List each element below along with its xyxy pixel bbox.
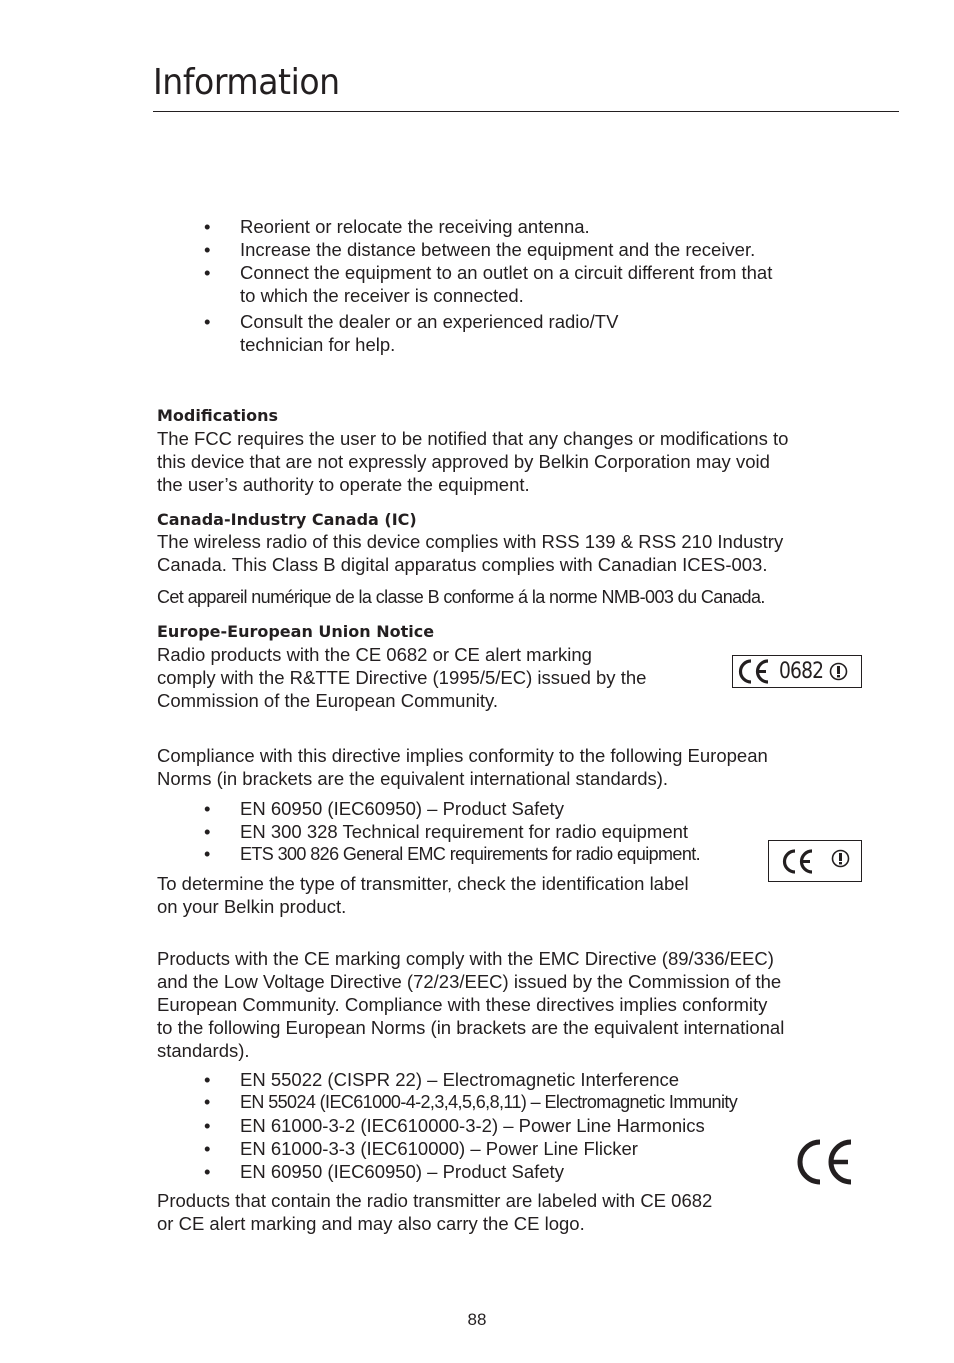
canada-heading: Canada-Industry Canada (IC)	[157, 510, 417, 529]
list-item: • EN 61000-3-3 (IEC610000) – Power Line Flicker	[204, 1138, 638, 1159]
list-item: • EN 60950 (IEC60950) – Product Safety	[204, 1161, 564, 1182]
closing-text: Products that contain the radio transmitter are labeled with CE 0682 or CE alert marking and may also carry the CE logo.	[157, 1190, 713, 1234]
list-item: • EN 300 328 Technical requirement for radio equipment	[204, 821, 689, 842]
modifications-heading: Modifications	[157, 406, 279, 425]
alert-icon	[831, 849, 850, 868]
page-number: 88	[467, 1310, 487, 1329]
ce-alert-label	[768, 840, 862, 882]
europe-heading: Europe-European Union Notice	[157, 622, 435, 641]
transmitter-text: To determine the type of transmitter, check the identification label on your Belkin product.	[157, 873, 689, 917]
canada-text: The wireless radio of this device complies with RSS 139 & RSS 210 Industry Canada. This Class B digital apparatus complies with Canadian ICES-003.	[157, 531, 784, 575]
emc-norms-list	[204, 1068, 737, 1183]
ce-logo-icon	[795, 1138, 855, 1186]
canada-french-text: Cet appareil numérique de la classe B conforme á la norme NMB-003 du Canada.	[157, 587, 765, 607]
ce-notified-body-number: 0682	[779, 659, 824, 684]
list-item: • Increase the distance between the equipment and the receiver.	[204, 239, 756, 260]
list-item: • ETS 300 826 General EMC requirements for radio equipment.	[204, 844, 701, 864]
intro-bullet-list	[204, 215, 772, 356]
list-item: • EN 61000-3-2 (IEC610000-3-2) – Power Line Harmonics	[204, 1115, 705, 1136]
europe-text: Radio products with the CE 0682 or CE alert marking comply with the R&TTE Directive (1995/5/EC) issued by the Commission of the European Community.	[157, 644, 647, 711]
modifications-text: The FCC requires the user to be notified that any changes or modifications to this device that are not expressly approved by Belkin Corporation may void the user’s authority to operate the equipment.	[157, 428, 789, 495]
list-item: • EN 60950 (IEC60950) – Product Safety	[204, 798, 564, 819]
page-title: Information	[153, 62, 340, 103]
list-item: • Consult the dealer or an experienced radio/TV technician for help.	[204, 311, 619, 355]
list-item: • EN 55022 (CISPR 22) – Electromagnetic Interference	[204, 1069, 680, 1090]
european-norms-list	[204, 797, 700, 866]
compliance-text: Compliance with this directive implies conformity to the following European Norms (in brackets are the equivalent international standards).	[157, 745, 768, 789]
emc-text: Products with the CE marking comply with the EMC Directive (89/336/EEC) and the Low Voltage Directive (72/23/EEC) issued by the Commission of the European Community. Compliance with these directives implies conformity to the following European Norms (in brackets are the equivalent international standards).	[157, 948, 785, 1061]
ce-mark-icon	[781, 848, 815, 875]
ce-mark-icon	[737, 658, 771, 685]
list-item: • Connect the equipment to an outlet on a circuit different from that to which the receiver is connected.	[204, 262, 773, 306]
list-item: • EN 55024 (IEC61000-4-2,3,4,5,6,8,11) – Electromagnetic Immunity	[204, 1092, 738, 1112]
title-rule	[153, 111, 899, 112]
ce-0682-alert-label	[732, 655, 862, 688]
list-item: • Reorient or relocate the receiving antenna.	[204, 216, 590, 237]
alert-icon	[829, 662, 848, 681]
